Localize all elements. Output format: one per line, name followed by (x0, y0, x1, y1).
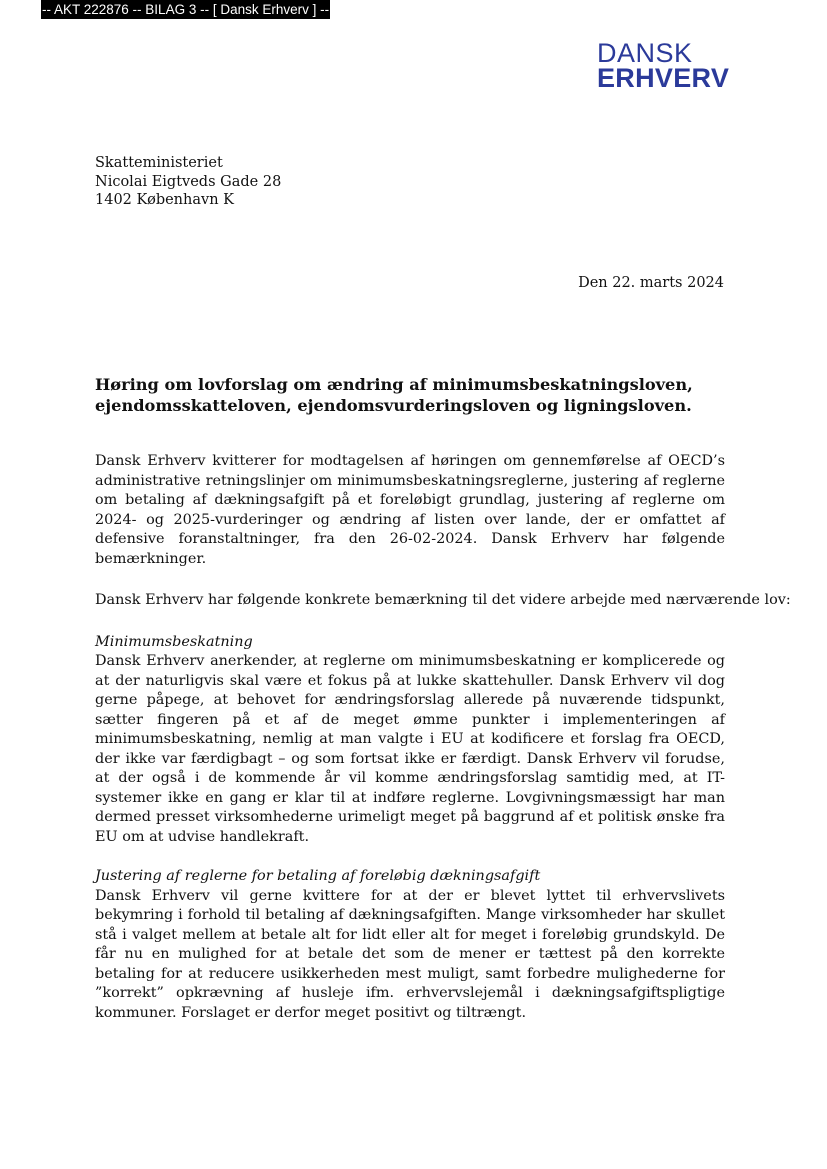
recipient-name: Skatteministeriet (95, 155, 223, 171)
section-heading: Justering af reglerne for betaling af foreløbig dækningsafgift (95, 868, 541, 884)
section-daekningsafgift (95, 867, 725, 1023)
recipient-address (95, 154, 281, 210)
document-stamp: -- AKT 222876 -- BILAG 3 -- [ Dansk Erhverv ] -- (42, 2, 330, 17)
letter-body (95, 452, 791, 1043)
logo-line-1: DANSK (597, 38, 693, 68)
section-text: Dansk Erhverv vil gerne kvittere for at der er blevet lyttet til erhvervslivets bekymring i forhold til betaling af dækningsafgiften. Mange virksomheder har skullet stå i valget mellem at betale alt for lidt eller alt for meget i foreløbig grundskyld. De får nu en mulighed for at betale det som de mener er tættest på den korrekte betaling for at reducere usikkerheden mest muligt, samt forbedre mulighederne for ”korrekt” opkrævning af husleje ifm. erhvervslejemål i dækningsafgiftspligtige kommuner. Forslaget er derfor meget positivt og tiltrængt. (95, 887, 725, 1021)
recipient-street: Nicolai Eigtveds Gade 28 (95, 173, 282, 190)
letter-title: Høring om lovforslag om ændring af minimumsbeskatningsloven, ejendomsskatteloven, ejendomsvurderingsloven og ligningsloven. (95, 375, 693, 415)
section-heading: Minimumsbeskatning (95, 633, 253, 650)
section-text: Dansk Erhverv anerkender, at reglerne om minimumsbeskatning er komplicerede og at der naturligvis skal være et fokus på at lukke skattehuller. Dansk Erhverv vil dog gerne påpege, at behovet for ændringsforslag allerede på nuværende tidspunkt, sætter fingeren på et af de meget ømme punkter i implementeringen af minimumsbeskatning, nemlig at man valgte i EU at kodificere et forslag fra OECD, der ikke var færdigbagt – og som fortsat ikke er færdigt. Dansk Erhverv vil forudse, at der også i de kommende år vil komme ændringsforslag samtidig med, at IT-systemer ikke en gang er klar til at indføre reglerne. Lovgivningsmæssigt har man dermed presset virksomhederne urimeligt meget på baggrund af et politisk ønske fra EU om at udvise handlekraft. (95, 653, 725, 845)
intro-paragraph: Dansk Erhverv kvitterer for modtagelsen af høringen om gennemførelse af OECD’s administrative retningslinjer om minimumsbeskatningsreglerne, justering af reglerne om betaling af dækningsafgift på et foreløbigt grundlag, justering af reglerne om 2024- og 2025-vurderinger og ændring af listen over lande, der er omfattet af defensive foranstaltninger, fra den 26-02-2024. Dansk Erhverv har følgende bemærkninger. (95, 453, 725, 567)
lead-paragraph: Dansk Erhverv har følgende konkrete bemærkning til det videre arbejde med nærværende lov: (95, 592, 791, 608)
letter-date: Den 22. marts 2024 (578, 275, 724, 291)
logo-line-2: ERHVERV (597, 63, 730, 93)
section-minimumsbeskatning (95, 633, 725, 848)
recipient-city: 1402 København K (95, 192, 234, 208)
dansk-erhverv-logo (597, 40, 747, 92)
